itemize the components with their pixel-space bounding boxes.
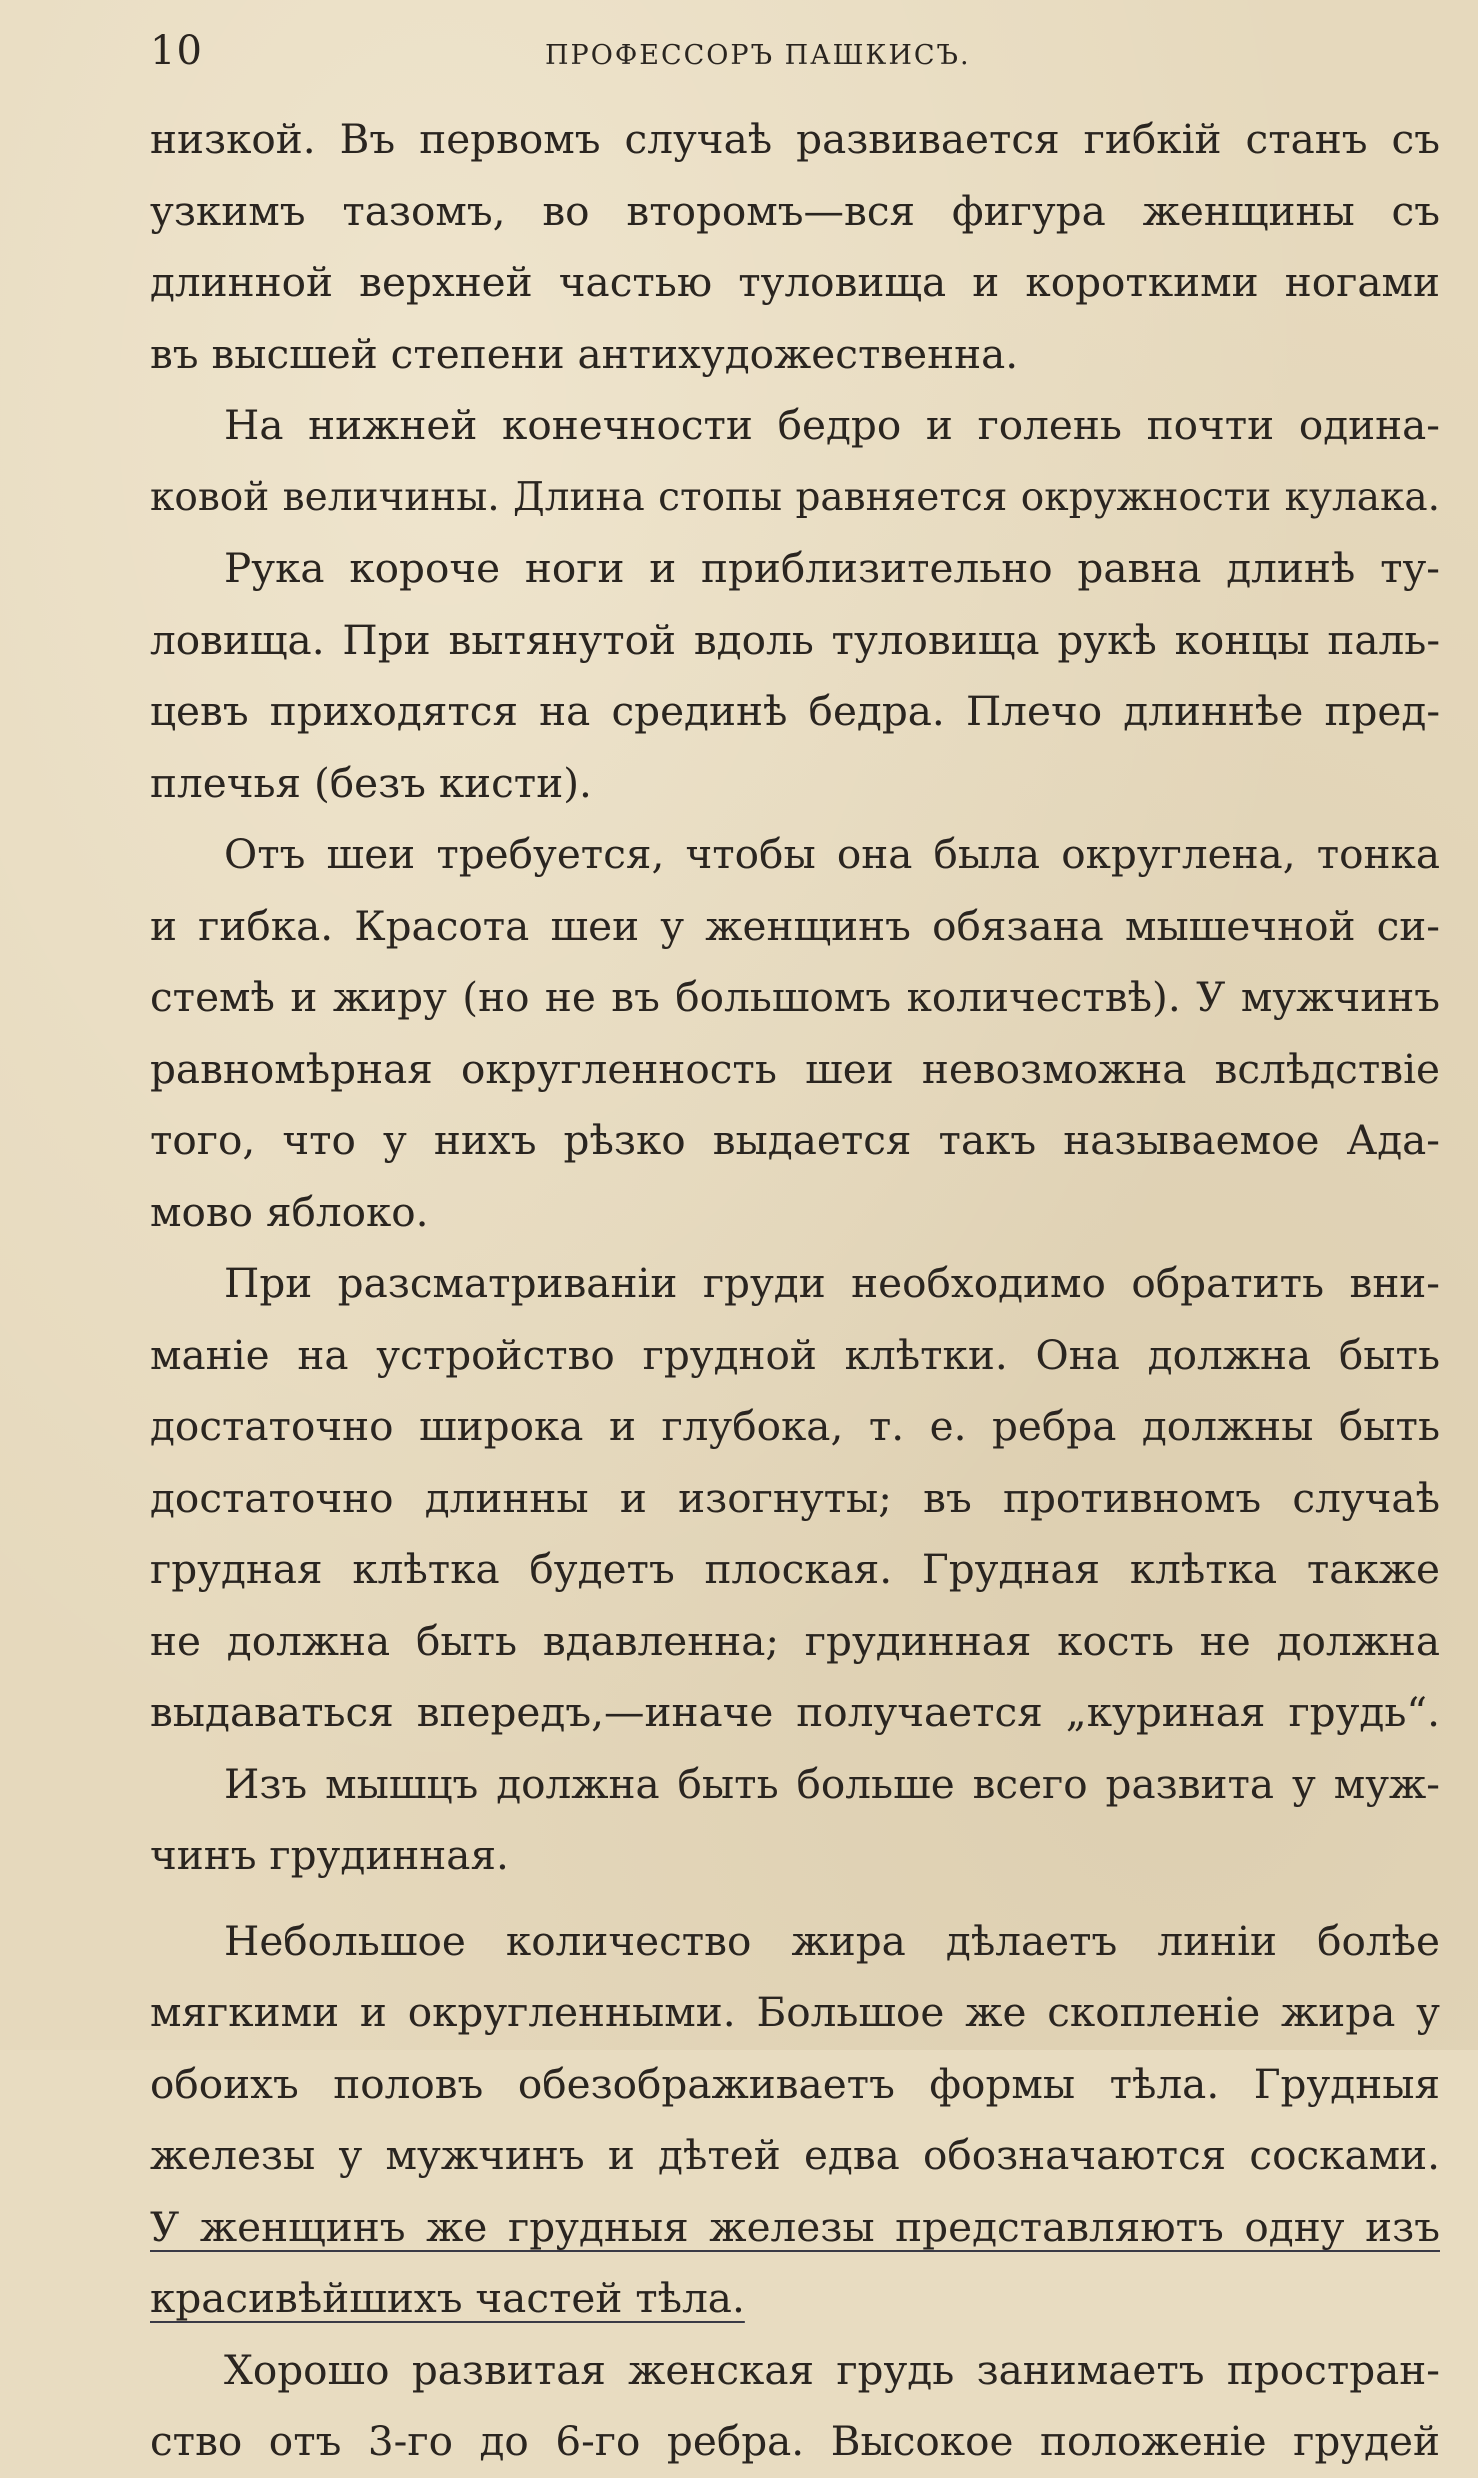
text-line: въ высшей степени антихудожественна. — [150, 329, 1019, 378]
text-line: плечья (безъ кисти). — [150, 758, 592, 807]
text-line: цевъ приходятся на срединѣ бедра. Плечо длиннѣе пред- — [150, 687, 1440, 735]
text-line: низкой. Въ первомъ случаѣ развивается гибкій станъ съ — [150, 115, 1440, 163]
text-line: ковой величины. Длина стопы равняется окружности кулака. — [150, 474, 1440, 520]
text-line: грудная клѣтка будетъ плоская. Грудная клѣтка также — [150, 1545, 1440, 1593]
paragraph-first-line: Отъ шеи требуется, чтобы она была округлена, тонка — [224, 830, 1440, 878]
paragraph-first-line: На нижней конечности бедро и голень почти одина- — [224, 401, 1440, 449]
running-title: ПРОФЕССОРЪ ПАШКИСЪ. — [545, 40, 971, 71]
running-head — [150, 28, 1428, 88]
text-line: ство отъ 3-го до 6-го ребра. Высокое положеніе грудей — [150, 2417, 1440, 2465]
text-line: равномѣрная округленность шеи невозможна вслѣдствіе — [150, 1044, 1440, 1093]
text-line: и гибка. Красота шеи у женщинъ обязана мышечной си- — [150, 901, 1440, 950]
paragraph-first-line: Рука короче ноги и приблизительно равна длинѣ ту- — [224, 544, 1440, 592]
text-line: узкимъ тазомъ, во второмъ—вся фигура женщины съ — [150, 186, 1440, 235]
text-line — [150, 2192, 1440, 2264]
text-line: не должна быть вдавленна; грудинная кость не должна — [150, 1616, 1440, 1665]
text-line: ловища. При вытянутой вдоль туловища рукѣ концы паль- — [150, 615, 1440, 664]
paragraph-first-line: Небольшое количество жира дѣлаетъ линіи болѣе — [224, 1916, 1440, 1965]
page-number: 10 — [150, 28, 203, 74]
text-line: чинъ грудинная. — [150, 1831, 509, 1879]
text-line: длинной верхней частью туловища и короткими ногами — [150, 258, 1440, 306]
text-line: железы у мужчинъ и дѣтей едва обозначаются сосками. — [150, 2131, 1440, 2179]
text-line: мово яблоко. — [150, 1187, 429, 1236]
text-line: мягкими и округленными. Большое же скопленіе жира у — [150, 1988, 1440, 2036]
underlined-text: красивѣйшихъ частей тѣла. — [150, 2274, 745, 2322]
underlined-text: У женщинъ же грудныя железы представляютъ одну изъ — [150, 2202, 1440, 2251]
text-line: достаточно длинны и изогнуты; въ противномъ случаѣ — [150, 1473, 1440, 1522]
text-line: обоихъ половъ обезображиваетъ формы тѣла. Грудныя — [150, 2059, 1440, 2108]
text-line: стемѣ и жиру (но не въ большомъ количествѣ). У мужчинъ — [150, 973, 1440, 1021]
text-line: маніе на устройство грудной клѣтки. Она должна быть — [150, 1330, 1440, 1379]
text-line: выдаваться впередъ,—иначе получается „куриная грудь“. — [150, 1688, 1440, 1736]
paragraph-first-line: Хорошо развитая женская грудь занимаетъ простран- — [224, 2345, 1440, 2394]
paragraph-first-line: Изъ мышцъ должна быть больше всего развита у муж- — [224, 1759, 1440, 1808]
text-line: достаточно широка и глубока, т. е. ребра должны быть — [150, 1402, 1440, 1450]
text-line — [150, 2263, 1440, 2335]
paragraph-first-line: При разсматриваніи груди необходимо обратить вни- — [224, 1259, 1440, 1307]
body-text — [150, 104, 1440, 2478]
text-line: того, что у нихъ рѣзко выдается такъ называемое Ада- — [150, 1116, 1440, 1164]
